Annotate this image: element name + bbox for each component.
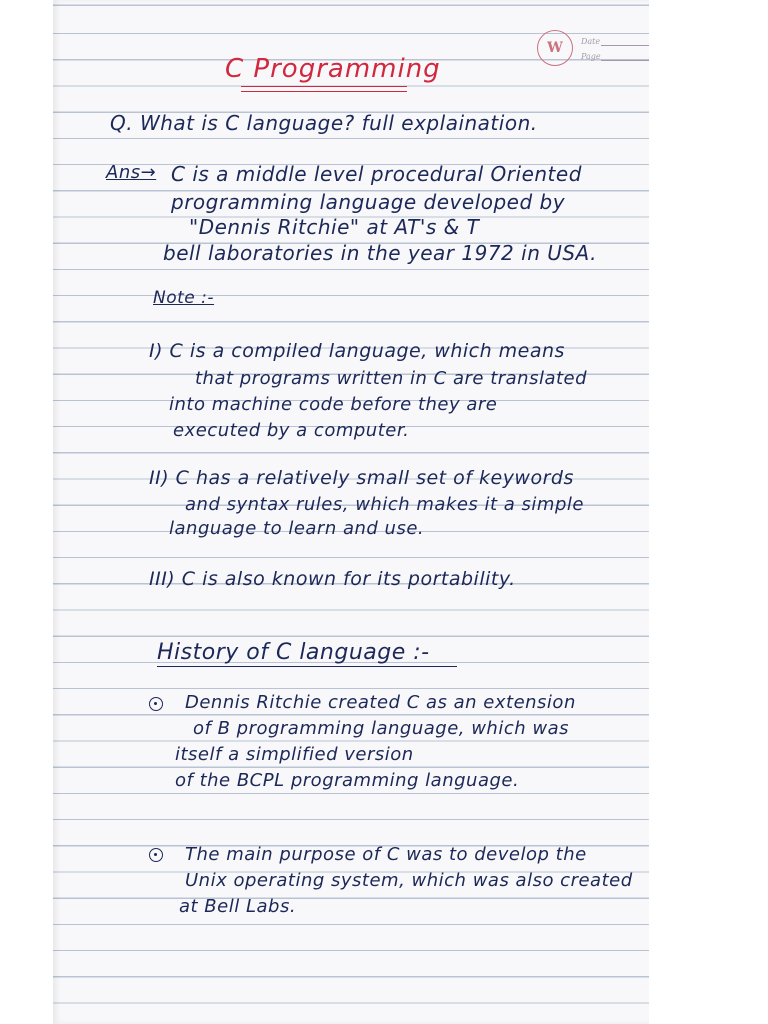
logo-letter: W [547,40,563,56]
note-point-1-line-2: that programs written in C are translated [195,368,588,389]
page-field-label: Page [581,52,601,61]
history-heading-underline [157,666,457,667]
history-bullet-2-line-2: Unix operating system, which was also created [185,870,633,891]
answer-label: Ans→ [106,162,157,183]
note-point-2-line-2: and syntax rules, which makes it a simple [185,494,584,515]
answer-line-1: C is a middle level procedural Oriented [171,162,582,186]
note-point-1-line-3: into machine code before they are [169,394,498,415]
history-heading: History of C language :- [157,640,430,665]
date-field-line [601,45,649,46]
note-point-2-line-1: II) C has a relatively small set of keywords [149,467,574,489]
history-bullet-2-line-3: at Bell Labs. [179,896,297,917]
answer-line-3: "Dennis Ritchie" at AT's & T [189,215,480,239]
page-title: C Programming [225,54,441,84]
answer-line-4: bell laboratories in the year 1972 in USA. [163,241,597,265]
note-point-1-line-1: I) C is a compiled language, which means [149,340,565,362]
note-point-3-line-1: III) C is also known for its portability. [149,568,516,590]
title-underline-2 [241,91,407,92]
title-underline-1 [241,86,407,87]
date-field-label: Date [581,37,601,46]
answer-line-2: programming language developed by [171,190,566,214]
history-bullet-1-line-4: of the BCPL programming language. [175,770,520,791]
note-point-2-line-3: language to learn and use. [169,518,425,539]
notebook-brand-logo [537,30,573,66]
note-point-1-line-4: executed by a computer. [173,420,410,441]
note-heading: Note :- [153,288,215,308]
history-bullet-2-icon [149,848,163,862]
notebook-page [53,0,649,1024]
history-bullet-1-line-3: itself a simplified version [175,744,414,765]
page-field-line [601,60,649,61]
history-bullet-1-line-2: of B programming language, which was [193,718,569,739]
question-text: Q. What is C language? full explaination. [110,111,538,135]
history-bullet-1-icon [149,697,163,711]
history-bullet-2-line-1: The main purpose of C was to develop the [185,844,587,865]
history-bullet-1-line-1: Dennis Ritchie created C as an extension [185,692,576,713]
